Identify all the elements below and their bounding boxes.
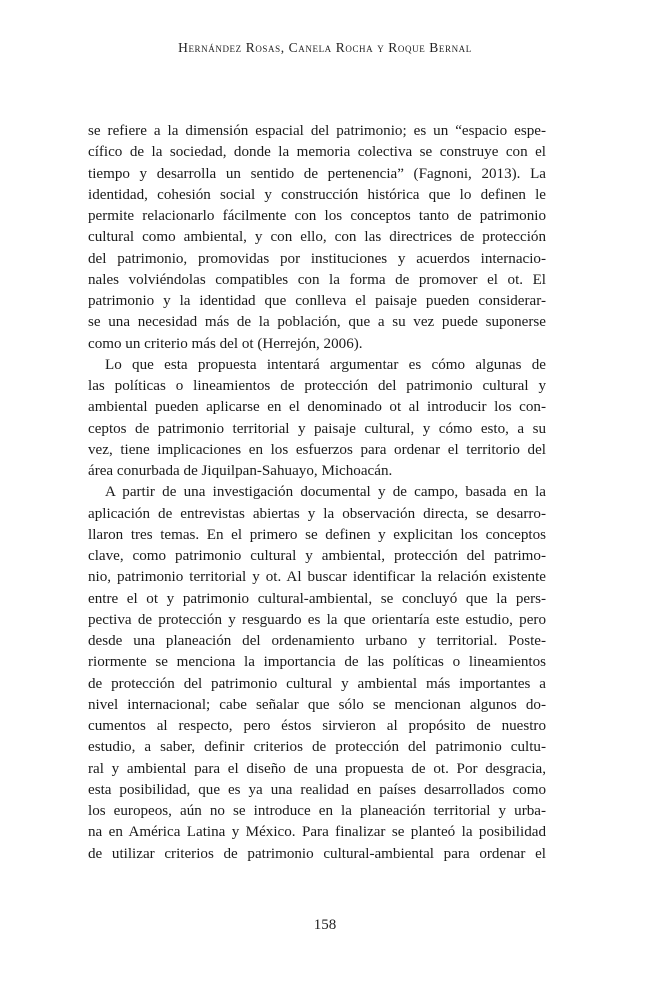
text-line: se refiere a la dimensión espacial del patrimonio; es un “espacio espe- bbox=[88, 123, 546, 139]
page-number: 158 bbox=[313, 917, 337, 933]
text-line: de protección del patrimonio cultural y ambiental más importantes a bbox=[88, 675, 546, 692]
text-line: nales volviéndolas compatibles con la forma de promover el ot. El bbox=[88, 271, 546, 288]
text-line: entre el ot y patrimonio cultural-ambiental, se concluyó que la pers- bbox=[88, 590, 546, 607]
text-line: llaron tres temas. En el primero se definen y explicitan los conceptos bbox=[88, 526, 546, 543]
text-line: del patrimonio, promovidas por instituciones y acuerdos internacio- bbox=[88, 250, 546, 267]
text-line: se una necesidad más de la población, que a su vez puede suponerse bbox=[88, 314, 546, 331]
running-header: Hernández Rosas, Canela Rocha y Roque Bernal bbox=[178, 40, 472, 55]
text-line: ambiental pueden aplicarse en el denominado ot al introducir los con- bbox=[88, 399, 546, 416]
text-line: permite relacionarlo fácilmente con los conceptos tanto de patrimonio bbox=[88, 208, 546, 224]
paragraph-first-line: Lo que esta propuesta intentará argumentar es cómo algunas de bbox=[105, 356, 546, 373]
text-line: los europeos, aún no se introduce en la planeación territorial y urba- bbox=[88, 803, 546, 819]
text-line: las políticas o lineamientos de protección del patrimonio cultural y bbox=[88, 378, 546, 394]
paragraph-first-line: A partir de una investigación documental y de campo, basada en la bbox=[105, 484, 546, 501]
text-line: cífico de la sociedad, donde la memoria colectiva se construye con el bbox=[88, 144, 546, 161]
text-line: nio, patrimonio territorial y ot. Al buscar identificar la relación existente bbox=[88, 569, 546, 586]
text-line: como un criterio más del ot (Herrejón, 2006). bbox=[88, 335, 363, 352]
text-line: tiempo y desarrolla un sentido de pertenencia” (Fagnoni, 2013). La bbox=[88, 165, 546, 182]
text-line: área conurbada de Jiquilpan-Sahuayo, Michoacán. bbox=[88, 463, 393, 479]
text-line: aplicación de entrevistas abiertas y la observación directa, se desarro- bbox=[88, 505, 546, 522]
text-line: identidad, cohesión social y construcción histórica que lo definen le bbox=[88, 186, 546, 203]
text-line: de utilizar criterios de patrimonio cultural-ambiental para ordenar el bbox=[88, 845, 546, 862]
text-line: clave, como patrimonio cultural y ambiental, protección del patrimo- bbox=[88, 548, 546, 564]
body-text bbox=[88, 121, 546, 865]
text-line: cultural como ambiental, y con ello, con las directrices de protección bbox=[88, 229, 546, 246]
text-line: pectiva de protección y resguardo es la que orientaría este estudio, pero bbox=[88, 611, 546, 628]
text-line: esta posibilidad, que es ya una realidad en países desarrollados como bbox=[88, 781, 546, 798]
text-line: ral y ambiental para el diseño de una propuesta de ot. Por desgracia, bbox=[88, 760, 546, 777]
text-line: cumentos al respecto, pero éstos sirvieron al propósito de nuestro bbox=[88, 718, 546, 734]
text-line: nivel internacional; cabe señalar que sólo se mencionan algunos do- bbox=[88, 696, 546, 713]
text-line: estudio, a saber, definir criterios de protección del patrimonio cultu- bbox=[88, 739, 546, 756]
text-line: desde una planeación del ordenamiento urbano y territorial. Poste- bbox=[88, 633, 546, 649]
text-line: riormente se menciona la importancia de las políticas o lineamientos bbox=[88, 654, 546, 671]
text-line: ceptos de patrimonio territorial y paisaje cultural, y cómo esto, a su bbox=[88, 420, 546, 437]
text-line: patrimonio y la identidad que conlleva el paisaje pueden considerar- bbox=[88, 293, 546, 309]
text-line: vez, tiene implicaciones en los esfuerzos para ordenar el territorio del bbox=[88, 441, 546, 458]
text-line: na en América Latina y México. Para finalizar se planteó la posibilidad bbox=[88, 824, 546, 841]
